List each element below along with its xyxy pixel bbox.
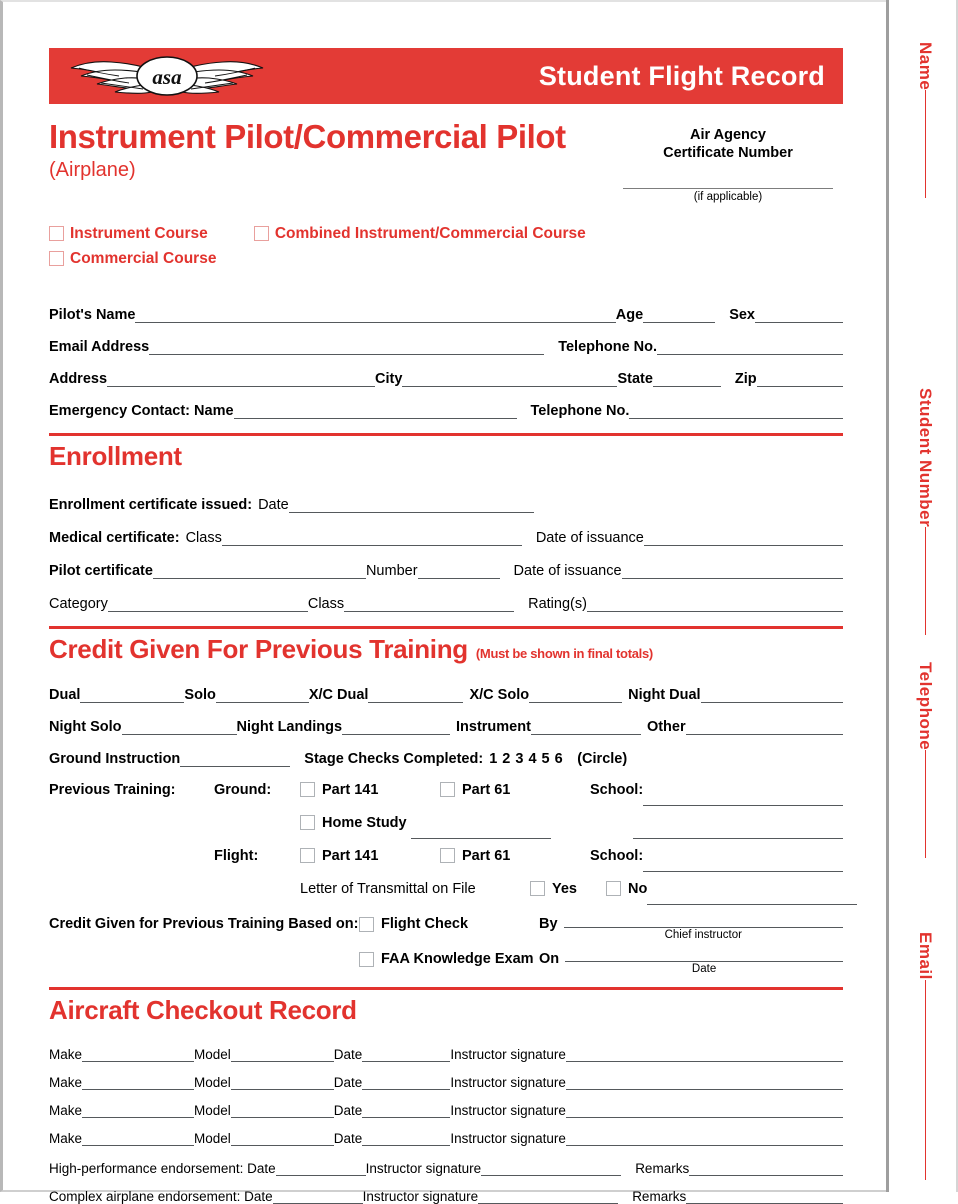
svg-text:asa: asa [152,65,182,89]
label-medical-date-issuance: Date of issuance [535,530,644,547]
field-model-1[interactable] [231,1047,334,1062]
row-enrollment-certificate [49,480,843,513]
banner-title: Student Flight Record [538,60,825,91]
field-model-3[interactable] [231,1103,334,1118]
field-date-2[interactable] [362,1075,450,1090]
label-hp-instructor-signature: Instructor signature [365,1161,482,1177]
row-based-on-flight-check [49,907,843,941]
row-address [49,355,843,387]
rail-item-telephone [889,662,958,858]
field-state[interactable] [653,372,721,387]
field-high-performance-date[interactable] [276,1161,366,1176]
label-xc-dual: X/C Dual [308,687,369,704]
label-ground-instruction: Ground Instruction [49,751,181,768]
field-address[interactable] [107,372,375,387]
label-pilot-cert-number: Number [365,563,418,580]
field-sig-2[interactable] [566,1075,843,1090]
label-medical-certificate: Medical certificate: [49,530,180,547]
label-make-1: Make [49,1047,83,1063]
aircraft-checkout-section [49,1034,843,1204]
checkbox-flight-part61-group[interactable] [440,848,590,864]
field-sig-4[interactable] [566,1131,843,1146]
label-sig-2: Instructor signature [450,1075,566,1091]
row-complex-airplane-endorsement [49,1176,843,1204]
field-date-3[interactable] [362,1103,450,1118]
enrollment-section [49,480,843,612]
label-model-2: Model [194,1075,231,1091]
label-telephone-no: Telephone No. [558,339,658,356]
row-high-performance-endorsement [49,1148,843,1176]
label-transmittal-no: No [628,880,648,897]
stage-check-numbers[interactable]: 1 2 3 4 5 6 [489,751,564,768]
rail-line-student-number[interactable] [925,527,926,635]
label-enrollment-date: Date [258,497,289,514]
checkbox-home-study-group[interactable] [300,815,407,831]
checkbox-flight-part141-group[interactable] [300,848,440,864]
row-credit-hours-2 [49,703,843,735]
checkbox-commercial-course[interactable] [49,251,64,266]
field-xc-solo[interactable] [529,688,622,703]
field-ca-remarks[interactable] [686,1189,843,1204]
field-hp-remarks[interactable] [689,1161,843,1176]
label-pilot-certificate: Pilot certificate [49,563,153,580]
label-emergency-contact-name: Emergency Contact: Name [49,403,234,420]
label-category: Category [49,596,108,613]
section-heading-credit [49,634,843,665]
credit-section [49,671,843,977]
field-night-landings[interactable] [342,720,450,735]
label-flight: Flight: [214,847,259,864]
rail-label-telephone: Telephone [916,662,935,751]
checkbox-home-study[interactable] [300,815,315,830]
label-email-address: Email Address [49,339,150,356]
label-transmittal-yes: Yes [552,880,577,897]
checkbox-combined-course[interactable] [254,226,269,241]
aircraft-row-1 [49,1034,843,1062]
label-high-performance: High-performance endorsement: Date [49,1161,276,1177]
field-pilot-certificate[interactable] [153,564,366,579]
label-pilots-name: Pilot's Name [49,307,136,324]
label-date-4: Date [333,1131,363,1147]
field-ratings[interactable] [587,597,843,612]
title-left [49,120,566,182]
label-model-4: Model [194,1131,231,1147]
label-on: On [539,951,560,968]
field-ground-school-2[interactable] [633,824,843,839]
row-category-class-ratings [49,579,843,612]
row-previous-training-ground [49,773,843,806]
rail-label-email: Email [916,932,935,980]
label-date-1: Date [333,1047,363,1063]
row-previous-training-home-study [49,806,843,839]
label-make-2: Make [49,1075,83,1091]
label-age: Age [615,307,644,324]
label-flight-part141: Part 141 [322,847,379,864]
section-heading-aircraft-text: Aircraft Checkout Record [49,995,357,1026]
label-xc-solo: X/C Solo [469,687,530,704]
field-dual[interactable] [80,688,184,703]
label-dual: Dual [49,687,81,704]
row-previous-training-flight [49,839,843,872]
air-agency-number-field[interactable] [623,162,833,189]
label-make-4: Make [49,1131,83,1147]
checkbox-flight-check[interactable] [359,917,374,932]
label-credit-based-on: Credit Given for Previous Training Based on: [49,916,359,933]
field-by-chief-instructor[interactable] [564,913,843,928]
air-agency-note: (if applicable) [693,191,763,204]
checkbox-flight-part141[interactable] [300,848,315,863]
row-ground-instruction [49,735,843,767]
side-tab-rail [886,0,958,1192]
course-selection [49,221,843,271]
checkbox-flight-part61[interactable] [440,848,455,863]
field-pilot-cert-number[interactable] [418,564,500,579]
field-date-4[interactable] [362,1131,450,1146]
label-ratings: Rating(s) [528,596,587,613]
field-age[interactable] [643,308,715,323]
section-heading-aircraft [49,995,843,1026]
field-hp-instructor-signature[interactable] [481,1161,621,1176]
divider-credit [49,626,843,629]
label-night-dual: Night Dual [628,687,701,704]
field-make-1[interactable] [82,1047,194,1062]
label-sig-3: Instructor signature [450,1103,566,1119]
label-ground-part61: Part 61 [462,781,511,798]
aircraft-row-4 [49,1118,843,1146]
air-agency-title-line2: Certificate Number [663,145,793,162]
field-complex-airplane-date[interactable] [273,1189,363,1204]
label-instrument: Instrument [456,719,531,736]
divider-aircraft [49,987,843,990]
air-agency-title-line1: Air Agency [689,127,766,143]
field-instrument[interactable] [531,720,641,735]
rail-line-name[interactable] [925,90,926,198]
row-credit-hours-1 [49,671,843,703]
label-zip: Zip [734,371,757,388]
field-make-3[interactable] [82,1103,194,1118]
course-row-1 [49,221,843,246]
field-ground-instruction[interactable] [180,752,290,767]
field-pilot-date-issuance[interactable] [622,564,843,579]
label-previous-training: Previous Training: [49,781,176,798]
field-telephone-no[interactable] [657,340,843,355]
checkbox-faa-knowledge-exam[interactable] [359,952,374,967]
label-faa-knowledge-exam: FAA Knowledge Exam [381,951,534,968]
asa-wings-logo [61,52,273,100]
course-row-2 [49,246,843,271]
label-address: Address [49,371,108,388]
label-home-study: Home Study [322,814,407,831]
rail-item-email [889,932,958,1180]
field-night-dual[interactable] [701,688,843,703]
label-class: Class [307,596,345,613]
label-model-3: Model [194,1103,231,1119]
field-model-2[interactable] [231,1075,334,1090]
row-based-on-faa-exam [49,941,843,977]
checkbox-flight-check-group[interactable] [359,916,539,932]
section-heading-enrollment-text: Enrollment [49,441,182,472]
field-pilots-name[interactable] [135,308,615,323]
header-banner [49,48,843,104]
label-sig-4: Instructor signature [450,1131,566,1147]
field-sex[interactable] [755,308,843,323]
aircraft-row-3 [49,1090,843,1118]
rail-line-telephone[interactable] [925,750,926,858]
row-email [49,323,843,355]
field-enrollment-date[interactable] [289,498,534,513]
field-home-study[interactable] [411,824,551,839]
label-ca-remarks: Remarks [632,1189,687,1204]
checkbox-transmittal-no[interactable] [606,881,621,896]
label-other: Other [646,719,686,736]
label-enrollment-cert-issued: Enrollment certificate issued: [49,497,253,514]
field-on-date[interactable] [565,947,843,962]
previous-training-grid [49,773,843,977]
section-heading-credit-text: Credit Given For Previous Training [49,634,468,665]
label-sig-1: Instructor signature [450,1047,566,1063]
checkbox-transmittal-yes-group[interactable] [530,881,606,897]
label-flight-part61: Part 61 [462,847,511,864]
page-subtitle: (Airplane) [49,158,136,181]
title-row [49,120,843,203]
label-sex: Sex [729,307,755,324]
checkbox-ground-part61-group[interactable] [440,782,590,798]
rail-item-student-number [889,388,958,635]
section-heading-credit-note: (Must be shown in final totals) [475,646,653,662]
caption-date: Date [691,963,717,976]
label-city: City [375,371,403,388]
label-solo: Solo [184,687,216,704]
row-emergency-contact [49,387,843,419]
caption-chief-instructor: Chief instructor [664,929,742,942]
field-xc-dual[interactable] [368,688,463,703]
rail-line-email[interactable] [925,980,926,1180]
field-ca-instructor-signature[interactable] [478,1189,618,1204]
row-pilot-name [49,291,843,323]
personal-info-section [49,291,843,419]
rail-label-name: Name [916,42,935,91]
field-ground-school[interactable] [643,791,843,806]
label-ground: Ground: [214,781,272,798]
field-flight-school[interactable] [643,857,843,872]
course-label-combined: Combined Instrument/Commercial Course [274,224,586,242]
row-letter-of-transmittal [49,872,843,905]
label-stage-checks: Stage Checks Completed: [304,751,484,768]
section-heading-enrollment [49,441,843,472]
field-category[interactable] [108,597,308,612]
field-model-4[interactable] [231,1131,334,1146]
label-circle: (Circle) [577,751,628,768]
label-ground-part141: Part 141 [322,781,379,798]
field-class[interactable] [344,597,514,612]
field-solo[interactable] [216,688,309,703]
label-complex-airplane: Complex airplane endorsement: Date [49,1189,273,1204]
field-sig-1[interactable] [566,1047,843,1062]
course-label-instrument: Instrument Course [70,224,208,242]
label-night-landings: Night Landings [236,719,343,736]
label-date-2: Date [333,1075,363,1091]
label-medical-class: Class [185,530,222,547]
label-ca-instructor-signature: Instructor signature [362,1189,479,1204]
divider-enrollment [49,433,843,436]
field-sig-3[interactable] [566,1103,843,1118]
checkbox-ground-part141-group[interactable] [300,782,440,798]
field-flight-school-2[interactable] [647,890,857,905]
row-pilot-certificate [49,546,843,579]
field-by-wrap [564,913,843,941]
label-make-3: Make [49,1103,83,1119]
field-emergency-contact-name[interactable] [234,404,517,419]
field-on-wrap [565,947,843,975]
rail-label-student-number: Student Number [916,388,935,528]
field-medical-class[interactable] [222,531,522,546]
label-date-3: Date [333,1103,363,1119]
checkbox-transmittal-yes[interactable] [530,881,545,896]
label-state: State [617,371,653,388]
field-emergency-telephone[interactable] [629,404,843,419]
label-flight-check: Flight Check [381,916,469,933]
field-zip[interactable] [757,372,843,387]
page-title: Instrument Pilot/Commercial Pilot [49,118,566,155]
checkbox-faa-knowledge-exam-group[interactable] [359,951,539,967]
row-medical-certificate [49,513,843,546]
label-ground-school: School: [590,781,644,798]
rail-item-name [889,42,958,198]
field-city[interactable] [402,372,617,387]
field-make-2[interactable] [82,1075,194,1090]
field-make-4[interactable] [82,1131,194,1146]
label-flight-school: School: [590,847,644,864]
field-date-1[interactable] [362,1047,450,1062]
field-medical-date-issuance[interactable] [644,531,843,546]
field-email-address[interactable] [149,340,544,355]
field-other[interactable] [686,720,843,735]
air-agency-certificate-block [613,120,843,203]
label-pilot-date-issuance: Date of issuance [513,563,622,580]
checkbox-ground-part61[interactable] [440,782,455,797]
field-night-solo[interactable] [122,720,237,735]
label-night-solo: Night Solo [49,719,122,736]
checkbox-ground-part141[interactable] [300,782,315,797]
checkbox-transmittal-no-group[interactable] [606,881,647,897]
label-letter-of-transmittal: Letter of Transmittal on File [300,880,476,897]
course-label-commercial: Commercial Course [70,249,217,267]
aircraft-row-2 [49,1062,843,1090]
label-emergency-telephone: Telephone No. [530,403,630,420]
checkbox-instrument-course[interactable] [49,226,64,241]
label-model-1: Model [194,1047,231,1063]
label-by: By [539,916,558,933]
label-hp-remarks: Remarks [635,1161,690,1177]
